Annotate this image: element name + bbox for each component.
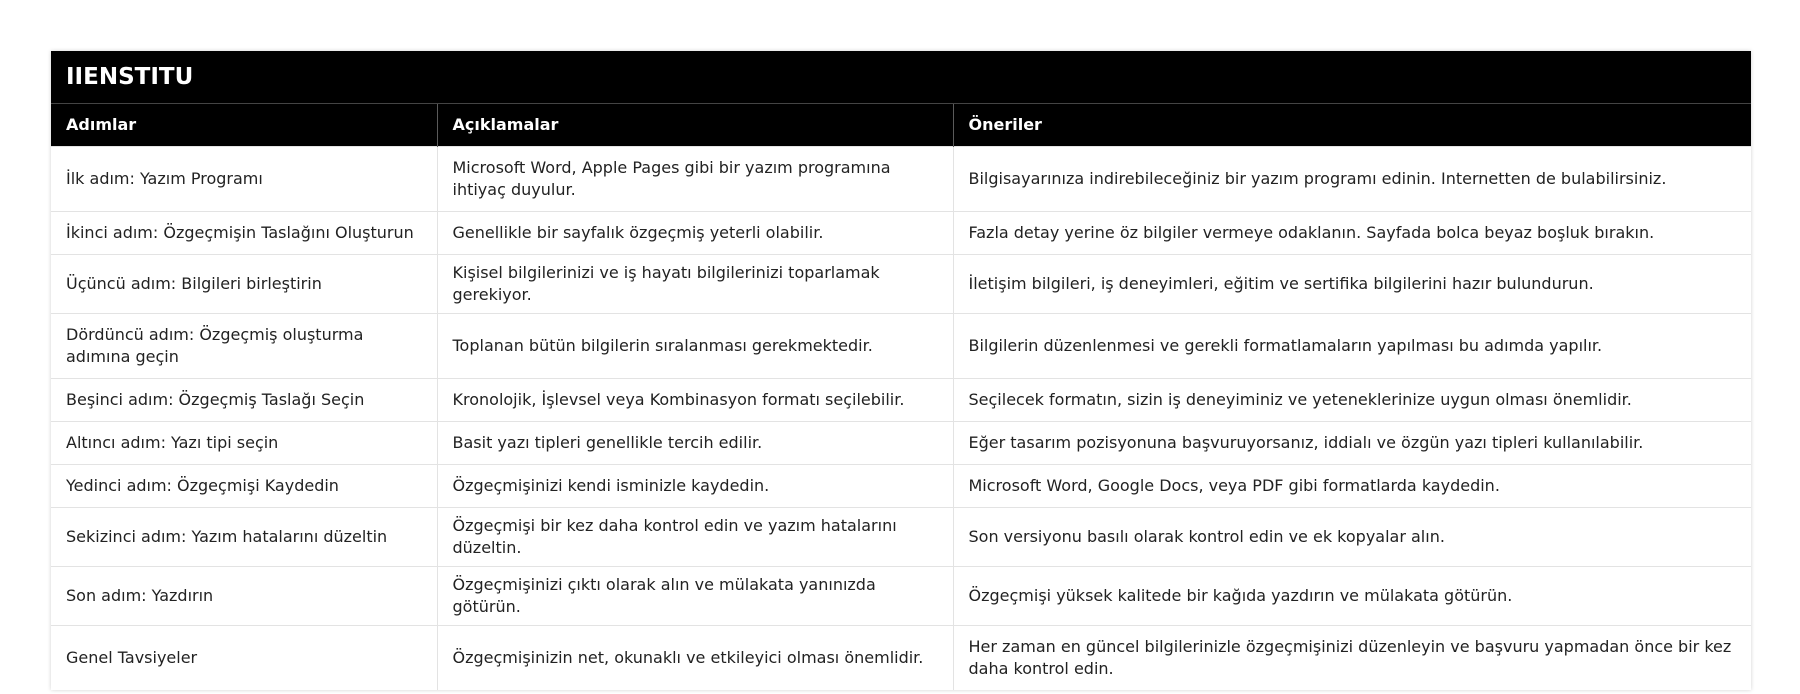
step-cell: İlk adım: Yazım Programı [51,146,437,211]
header-steps: Adımlar [51,104,437,146]
suggestion-cell: Seçilecek formatın, sizin iş deneyiminiz ve yeteneklerinize uygun olması önemlidir. [953,378,1751,421]
step-cell: Dördüncü adım: Özgeçmiş oluşturma adımına geçin [51,313,437,378]
step-cell: Altıncı adım: Yazı tipi seçin [51,421,437,464]
suggestion-cell: Bilgisayarınıza indirebileceğiniz bir yazım programı edinin. Internetten de bulabilirsiniz. [953,146,1751,211]
suggestion-cell: Eğer tasarım pozisyonuna başvuruyorsanız, iddialı ve özgün yazı tipleri kullanılabilir. [953,421,1751,464]
table-row [51,378,1751,421]
table-row [51,625,1751,690]
table-row [51,313,1751,378]
header-suggestions: Öneriler [953,104,1751,146]
suggestion-cell: Son versiyonu basılı olarak kontrol edin ve ek kopyalar alın. [953,507,1751,566]
table-row [51,254,1751,313]
step-cell: Genel Tavsiyeler [51,625,437,690]
description-cell: Toplanan bütün bilgilerin sıralanması gerekmektedir. [437,313,953,378]
description-cell: Genellikle bir sayfalık özgeçmiş yeterli olabilir. [437,211,953,254]
header-descriptions: Açıklamalar [437,104,953,146]
description-cell: Özgeçmişinizin net, okunaklı ve etkileyici olması önemlidir. [437,625,953,690]
step-cell: Beşinci adım: Özgeçmiş Taslağı Seçin [51,378,437,421]
description-cell: Microsoft Word, Apple Pages gibi bir yazım programına ihtiyaç duyulur. [437,146,953,211]
header-row [51,104,1751,146]
steps-table [51,104,1751,690]
table-row [51,211,1751,254]
table-row [51,146,1751,211]
suggestion-cell: Microsoft Word, Google Docs, veya PDF gibi formatlarda kaydedin. [953,464,1751,507]
step-cell: Yedinci adım: Özgeçmişi Kaydedin [51,464,437,507]
step-cell: İkinci adım: Özgeçmişin Taslağını Oluşturun [51,211,437,254]
description-cell: Basit yazı tipleri genellikle tercih edilir. [437,421,953,464]
description-cell: Kronolojik, İşlevsel veya Kombinasyon formatı seçilebilir. [437,378,953,421]
table-row [51,421,1751,464]
table-card [51,51,1751,690]
description-cell: Özgeçmişinizi kendi isminizle kaydedin. [437,464,953,507]
suggestion-cell: Özgeçmişi yüksek kalitede bir kağıda yazdırın ve mülakata götürün. [953,566,1751,625]
suggestion-cell: İletişim bilgileri, iş deneyimleri, eğitim ve sertifika bilgilerini hazır bulundurun. [953,254,1751,313]
description-cell: Özgeçmişi bir kez daha kontrol edin ve yazım hatalarını düzeltin. [437,507,953,566]
step-cell: Üçüncü adım: Bilgileri birleştirin [51,254,437,313]
suggestion-cell: Her zaman en güncel bilgilerinizle özgeçmişinizi düzenleyin ve başvuru yapmadan önce bir kez daha kontrol edin. [953,625,1751,690]
suggestion-cell: Fazla detay yerine öz bilgiler vermeye odaklanın. Sayfada bolca beyaz boşluk bırakın. [953,211,1751,254]
brand-title: IIENSTITU [51,51,1751,104]
table-row [51,566,1751,625]
suggestion-cell: Bilgilerin düzenlenmesi ve gerekli formatlamaların yapılması bu adımda yapılır. [953,313,1751,378]
table-row [51,507,1751,566]
table-row [51,464,1751,507]
step-cell: Sekizinci adım: Yazım hatalarını düzeltin [51,507,437,566]
description-cell: Kişisel bilgilerinizi ve iş hayatı bilgilerinizi toparlamak gerekiyor. [437,254,953,313]
step-cell: Son adım: Yazdırın [51,566,437,625]
description-cell: Özgeçmişinizi çıktı olarak alın ve mülakata yanınızda götürün. [437,566,953,625]
